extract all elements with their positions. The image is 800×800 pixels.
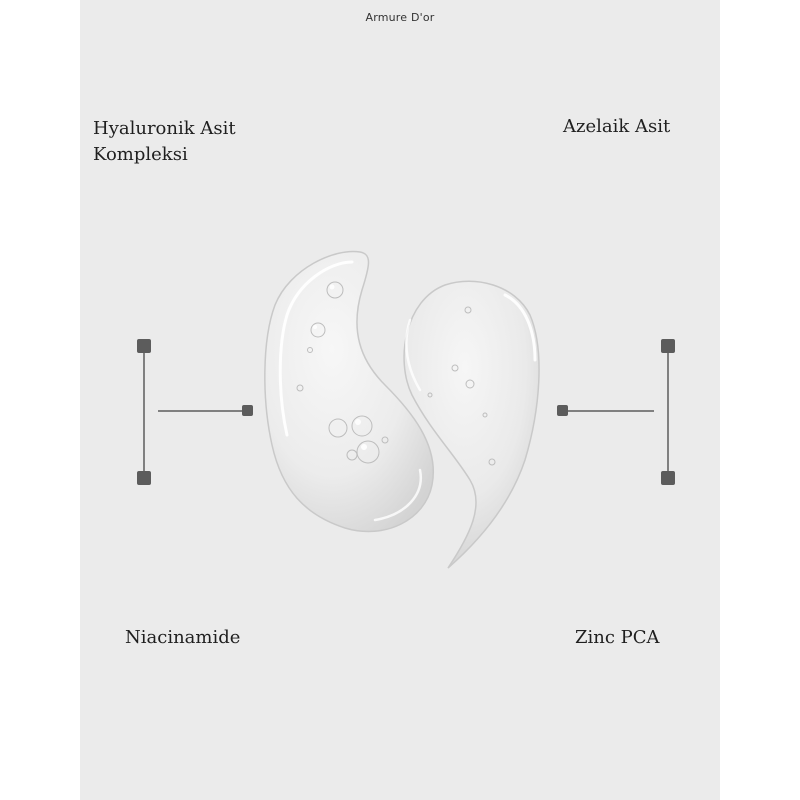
ingredient-zinc-pca: Zinc PCA (575, 627, 660, 648)
connector-node (661, 471, 675, 485)
brand-name: Armure D'or (365, 11, 435, 24)
ingredient-azelaic-acid: Azelaik Asit (563, 116, 671, 137)
ingredient-label-line-2: Kompleksi (93, 144, 188, 165)
connector-node (661, 339, 675, 353)
ingredient-niacinamide: Niacinamide (125, 627, 241, 648)
connector-node (557, 405, 568, 416)
ingredient-label-line-1: Hyaluronik Asit (93, 118, 236, 139)
